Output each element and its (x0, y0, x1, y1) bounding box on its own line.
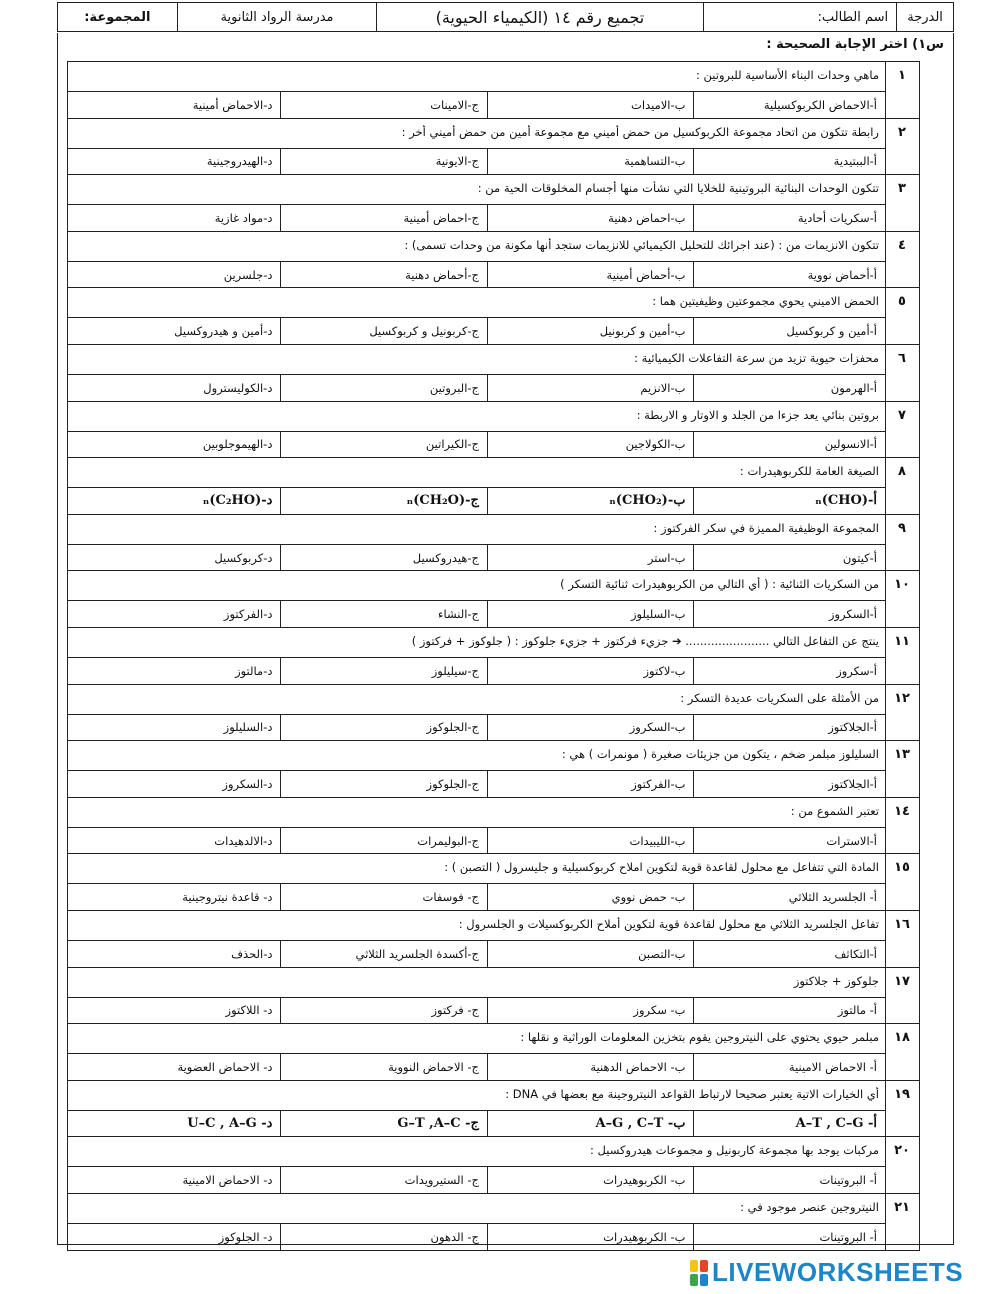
question-block (68, 232, 919, 289)
logo-icon (690, 1260, 708, 1286)
option-a[interactable]: أ-الهرمون (693, 375, 885, 401)
question-text: تتكون الانزيمات من : (عند اجرائك للتحليل الكيميائي للانزيمات ستجد أنها مكونة من وحدات تسمى) : (404, 237, 879, 252)
option-b[interactable]: ب-أمين و كربونيل (487, 318, 694, 344)
option-c[interactable]: ج-الايونية (280, 149, 487, 175)
option-c[interactable]: ج-كربونيل و كربوكسيل (280, 318, 487, 344)
option-c[interactable]: ج- G–T ,A–C (280, 1111, 487, 1137)
question-block (68, 1024, 919, 1081)
question-block (68, 798, 919, 855)
option-a[interactable]: أ- مالتوز (693, 998, 885, 1024)
question-number: ٩ (898, 520, 906, 536)
header-strip (57, 2, 954, 32)
options-row (68, 431, 885, 458)
options-row (68, 91, 885, 118)
option-d[interactable]: د-السليلوز (223, 720, 273, 735)
question-number: ٢١ (894, 1199, 910, 1215)
logo-square (690, 1260, 698, 1272)
question-block (68, 685, 919, 742)
question-text: ينتج عن التفاعل التالي ....................... ➔ جزيء فركتوز + جزيء جلوكوز : ( جلوكوز + فركتوز ) (411, 633, 879, 648)
question-text: تعتبر الشموع من : (790, 803, 879, 818)
question-block (68, 741, 919, 798)
question-block (68, 515, 919, 572)
options-row (68, 1223, 885, 1251)
question-number: ٢٠ (894, 1143, 910, 1159)
question-number: ١٨ (894, 1030, 910, 1046)
option-b[interactable]: ب-الاميدات (487, 92, 694, 118)
question-number: ٣ (898, 181, 906, 197)
option-c[interactable]: ج-البوليمرات (280, 828, 487, 854)
question-number: ١٩ (894, 1086, 910, 1102)
question-block (68, 968, 919, 1025)
option-b[interactable]: ب-الكولاجين (487, 432, 694, 458)
option-a[interactable]: أ-الاسترات (693, 828, 885, 854)
option-c[interactable]: ج-النشاء (280, 601, 487, 627)
option-b[interactable]: ب- الاحماض الدهنية (487, 1054, 694, 1080)
logo-square (700, 1260, 708, 1272)
option-b[interactable]: ب- الكربوهيدرات (487, 1167, 694, 1193)
logo-square (700, 1274, 708, 1286)
question-number: ١٠ (894, 577, 910, 593)
option-c[interactable]: ج- الدهون (280, 1224, 487, 1251)
option-b[interactable]: ب- الكربوهيدرات (487, 1224, 694, 1251)
option-d[interactable]: د-السكروز (222, 776, 273, 791)
option-d[interactable]: د-الفركتوز (223, 607, 273, 622)
question-text: رابطة تتكون من اتحاد مجموعة الكربوكسيل من حمض أميني مع مجموعة أمين من حمض أميني أخر : (401, 124, 879, 139)
question-block (68, 1081, 919, 1138)
question-text: بروتين بنائي يعد جزءا من الجلد و الاوتار و الاربطة : (636, 407, 879, 422)
question-number: ١٧ (894, 973, 910, 989)
question-text: الصيغة العامة للكربوهيدرات : (739, 464, 879, 479)
question-number: ٢ (898, 124, 906, 140)
option-a[interactable]: أ-السكروز (693, 601, 885, 627)
options-row (68, 827, 885, 854)
options-row (68, 940, 885, 967)
question-block (68, 1194, 919, 1251)
question-text: من الأمثلة على السكريات عديدة التسكر : (680, 690, 879, 705)
option-b[interactable]: ب-السليلوز (487, 601, 694, 627)
option-a[interactable]: أ-التكاثف (693, 941, 885, 967)
option-d[interactable]: د- الجلوكوز (218, 1230, 273, 1245)
option-a[interactable]: أ-أحماض نووية (693, 262, 885, 288)
option-c[interactable]: ج- فركتوز (280, 998, 487, 1024)
option-a[interactable]: أ-الجلاكتوز (693, 771, 885, 797)
question-number: ١٦ (894, 916, 910, 932)
option-d[interactable]: د- اللاكتوز (225, 1003, 273, 1018)
option-a[interactable]: أ- A–T , C–G (693, 1111, 885, 1137)
options-row (68, 1166, 885, 1193)
question-block (68, 175, 919, 232)
options-row (68, 1053, 885, 1080)
question-text: أي الخيارات الاتية يعتبر صحيحا لارتباط القواعد النيتروجينة مع بعضها في DNA : (505, 1086, 879, 1101)
questions-table (67, 61, 920, 1251)
question-text: ماهي وحدات البناء الأساسية للبروتين : (695, 68, 879, 82)
question-number: ٦ (898, 350, 906, 366)
options-row (68, 487, 885, 514)
option-c[interactable]: ج-سيليلوز (280, 658, 487, 684)
question-text: مبلمر حيوي يحتوي على النيتروجين يقوم بتخزين المعلومات الوراثية و نقلها : (520, 1030, 879, 1045)
option-d[interactable]: د-الاحماض أمينية (192, 97, 273, 112)
option-a[interactable]: أ-الانسولين (693, 432, 885, 458)
option-b[interactable]: ب-الليبيدات (487, 828, 694, 854)
option-c[interactable]: ج- الاحماض النووية (280, 1054, 487, 1080)
options-row (68, 148, 885, 175)
question-number: ١٣ (894, 747, 910, 763)
question-block (68, 62, 919, 119)
option-c[interactable]: ج-(CH₂O)ₙ (280, 488, 487, 514)
question-block (68, 854, 919, 911)
option-b[interactable]: ب-(CHO₂)ₙ (487, 488, 694, 514)
question-number: ١٤ (894, 803, 910, 819)
options-row (68, 317, 885, 344)
options-row (68, 657, 885, 684)
options-row (68, 1110, 885, 1137)
question-text: جلوكوز + جلاكتوز (793, 973, 879, 988)
question-text: محفزات حيوية تزيد من سرعة التفاعلات الكيميائية : (634, 350, 879, 365)
grade-label: الدرجة (896, 3, 953, 31)
options-row (68, 997, 885, 1024)
question-text: النيتروجين عنصر موجود في : (740, 1199, 879, 1214)
options-row (68, 883, 885, 910)
question-block (68, 402, 919, 459)
option-c[interactable]: ج-الجلوكوز (280, 771, 487, 797)
question-text: السليلوز مبلمر ضخم ، يتكون من جزيئات صغيرة ( مونمرات ) هي : (561, 747, 879, 762)
question-text: المادة التي تتفاعل مع محلول لقاعدة قوية لتكوين املاح كربوكسيلية و جليسرول ( التصبن ) : (444, 860, 879, 875)
question-block (68, 458, 919, 515)
option-a[interactable]: أ-أمين و كربوكسيل (693, 318, 885, 344)
option-c[interactable]: ج-الجلوكوز (280, 715, 487, 741)
option-d[interactable]: د-مالتوز (235, 663, 273, 678)
option-b[interactable]: ب-لاكتوز (487, 658, 694, 684)
option-c[interactable]: ج-أكسدة الجلسريد الثلاثي (280, 941, 487, 967)
option-b[interactable]: ب-الفركتوز (487, 771, 694, 797)
option-a[interactable]: أ- البروتينات (693, 1224, 885, 1251)
question-block (68, 628, 919, 685)
group-label[interactable]: المجموعة: (84, 9, 151, 25)
option-b[interactable]: ب-استر (487, 545, 694, 571)
option-d[interactable]: د- الاحماض العضوية (177, 1059, 273, 1074)
option-d[interactable]: د-كربوكسيل (214, 550, 273, 565)
logo-text: LIVEWORKSHEETS (712, 1257, 964, 1287)
options-row (68, 714, 885, 741)
option-a[interactable]: أ- الجلسريد الثلاثي (693, 884, 885, 910)
option-a[interactable]: أ-الجلاكتوز (693, 715, 885, 741)
question-number: ٥ (898, 294, 906, 310)
option-b[interactable]: ب-التساهمية (487, 149, 694, 175)
question-text: مركبات يوجد بها مجموعة كاربونيل و مجموعات هيدروكسيل : (590, 1143, 879, 1158)
option-a[interactable]: أ-الببتيدية (693, 149, 885, 175)
section-title: س١) اختر الإجابة الصحيحة : (766, 37, 944, 52)
option-b[interactable]: ب- A–G , C–T (487, 1111, 694, 1137)
option-c[interactable]: ج-هيدروكسيل (280, 545, 487, 571)
question-number: ٧ (898, 407, 906, 423)
option-a[interactable]: أ-سكريات أحادية (693, 205, 885, 231)
option-d[interactable]: د-مواد غازية (214, 210, 273, 225)
option-a[interactable]: أ- الاحماض الامينية (693, 1054, 885, 1080)
question-block (68, 1137, 919, 1194)
option-d[interactable]: د- الاحماض الامينية (182, 1173, 273, 1188)
option-d[interactable]: د-جلسرين (223, 267, 273, 282)
options-row (68, 544, 885, 571)
option-a[interactable]: أ-(CHO)ₙ (693, 488, 885, 514)
question-text: تفاعل الجلسريد الثلاثي مع محلول لقاعدة قوية لتكوين أملاح الكربوكسيلات و الجلسرول : (458, 916, 879, 931)
worksheet-title: تجميع رقم ١٤ (الكيمياء الحيوية) (376, 3, 702, 31)
question-text: تتكون الوحدات البنائية البروتينية للخلايا التي نشأت منها أجسام المخلوقات الحية من : (477, 181, 879, 196)
option-c[interactable]: ج-أحماض دهنية (280, 262, 487, 288)
options-row (68, 261, 885, 288)
option-d[interactable]: د-الالدهيدات (214, 833, 273, 848)
option-b[interactable]: ب-السكروز (487, 715, 694, 741)
option-c[interactable]: ج-الكيراتين (280, 432, 487, 458)
question-text: الحمض الاميني يحوي مجموعتين وظيفيتين هما : (652, 294, 879, 309)
options-row (68, 770, 885, 797)
school-name: مدرسة الرواد الثانوية (177, 3, 377, 31)
question-block (68, 571, 919, 628)
option-c[interactable]: ج-احماض أمينية (280, 205, 487, 231)
option-c[interactable]: ج- فوسفات (280, 884, 487, 910)
option-a[interactable]: أ-كيتون (693, 545, 885, 571)
option-a[interactable]: أ-سكروز (693, 658, 885, 684)
question-block (68, 345, 919, 402)
liveworksheets-logo (690, 1257, 963, 1288)
question-number: ٤ (898, 237, 906, 253)
option-b[interactable]: ب-أحماض أمينية (487, 262, 694, 288)
question-text: من السكريات الثنائية : ( أي التالي من الكربوهيدرات ثنائية التسكر ) (560, 577, 879, 592)
question-block (68, 119, 919, 176)
option-d[interactable]: د-الهيموجلوبين (202, 437, 273, 452)
student-name-label[interactable]: اسم الطالب: (703, 3, 897, 31)
question-number: ١١ (894, 633, 910, 649)
option-d[interactable]: د-(C₂HO)ₙ (202, 493, 273, 509)
question-block (68, 288, 919, 345)
question-number: ١٥ (894, 860, 910, 876)
option-d[interactable]: د- U–C , A–G (187, 1115, 273, 1131)
option-a[interactable]: أ- البروتينات (693, 1167, 885, 1193)
question-number: ٨ (898, 464, 906, 480)
question-block (68, 911, 919, 968)
option-a[interactable]: أ-الاحماض الكربوكسيلية (693, 92, 885, 118)
option-d[interactable]: د-الكوليسترول (203, 380, 273, 395)
question-text: المجموعة الوظيفية المميزة في سكر الفركتوز : (653, 520, 879, 535)
options-row (68, 600, 885, 627)
option-d[interactable]: د-الحذف (231, 946, 273, 961)
option-d[interactable]: د-الهيدروجينية (206, 154, 273, 169)
option-b[interactable]: ب-التصبن (487, 941, 694, 967)
option-d[interactable]: د-أمين و هيدروكسيل (174, 324, 273, 339)
option-c[interactable]: ج- الستيرويدات (280, 1167, 487, 1193)
option-b[interactable]: ب- سكروز (487, 998, 694, 1024)
option-b[interactable]: ب- حمض نووي (487, 884, 694, 910)
question-number: ١٢ (894, 690, 910, 706)
options-row (68, 204, 885, 231)
option-b[interactable]: ب-احماض دهنية (487, 205, 694, 231)
logo-square (690, 1274, 698, 1286)
option-c[interactable]: ج-البروتين (280, 375, 487, 401)
option-b[interactable]: ب-الانزيم (487, 375, 694, 401)
question-number: ١ (898, 68, 906, 83)
options-row (68, 374, 885, 401)
option-d[interactable]: د- قاعدة نيتروجينية (182, 890, 273, 905)
option-c[interactable]: ج-الامينات (280, 92, 487, 118)
